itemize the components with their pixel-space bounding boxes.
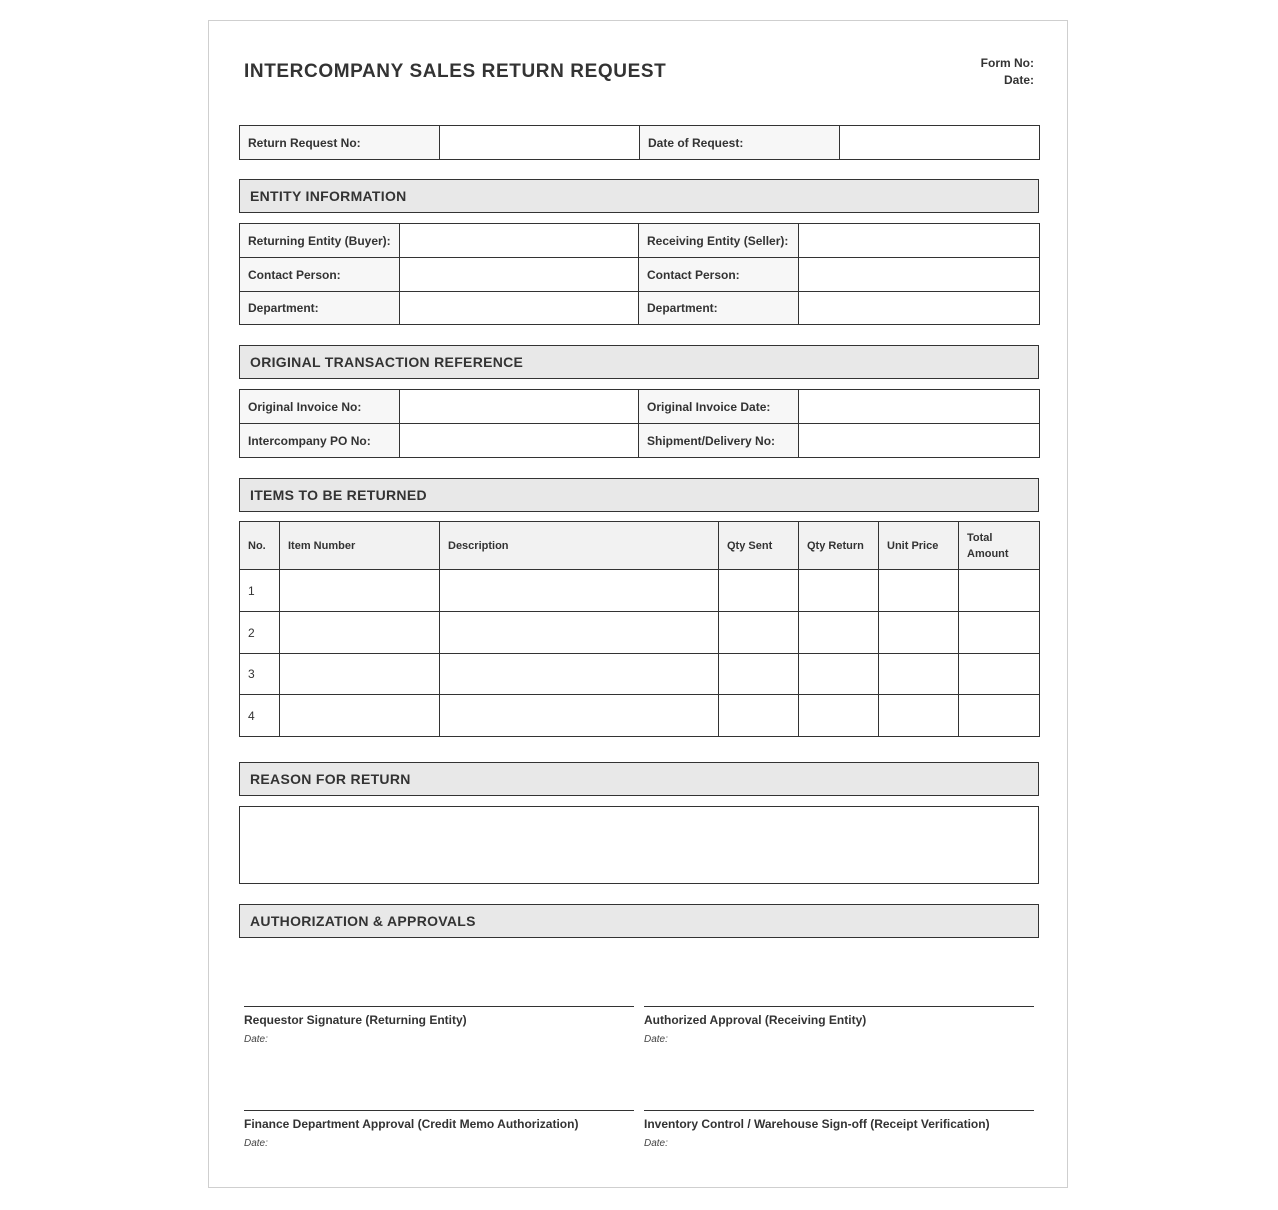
signature-date-label: Date: [244, 1034, 268, 1045]
row-number: 2 [240, 612, 280, 654]
shipment-no-label: Shipment/Delivery No: [639, 424, 799, 458]
row-number: 1 [240, 570, 280, 612]
signature-block-finance [244, 1110, 634, 1149]
table-row [240, 258, 1040, 292]
date-of-request-label: Date of Request: [640, 126, 840, 160]
seller-department-label: Department: [639, 292, 799, 325]
qty-return-cell[interactable] [799, 612, 879, 654]
column-header-no: No. [240, 522, 280, 570]
original-invoice-date-label: Original Invoice Date: [639, 390, 799, 424]
signature-caption: Authorized Approval (Receiving Entity) [644, 1013, 867, 1027]
request-no-field[interactable] [440, 126, 640, 160]
request-info-table [239, 125, 1040, 160]
signature-line[interactable] [644, 1110, 1034, 1111]
form-title: INTERCOMPANY SALES RETURN REQUEST [244, 61, 667, 82]
table-row [240, 654, 1040, 695]
column-header-item-number: Item Number [280, 522, 440, 570]
signature-date-label: Date: [644, 1034, 668, 1045]
signature-line[interactable] [644, 1006, 1034, 1007]
shipment-no-field[interactable] [799, 424, 1040, 458]
form-no-label: Form No: [980, 56, 1034, 70]
returning-entity-label: Returning Entity (Buyer): [240, 224, 400, 258]
qty-return-cell[interactable] [799, 654, 879, 695]
qty-return-cell[interactable] [799, 570, 879, 612]
table-row [240, 292, 1040, 325]
section-entity-information: ENTITY INFORMATION [239, 179, 1039, 213]
table-row [240, 612, 1040, 654]
buyer-contact-field[interactable] [400, 258, 639, 292]
seller-contact-field[interactable] [799, 258, 1040, 292]
table-row [240, 570, 1040, 612]
table-header-row [240, 522, 1040, 570]
request-no-label: Return Request No: [240, 126, 440, 160]
receiving-entity-field[interactable] [799, 224, 1040, 258]
original-invoice-date-field[interactable] [799, 390, 1040, 424]
signature-caption: Requestor Signature (Returning Entity) [244, 1013, 467, 1027]
signature-line[interactable] [244, 1110, 634, 1111]
transaction-table [239, 389, 1040, 458]
signature-date-label: Date: [644, 1138, 668, 1149]
total-amount-cell[interactable] [959, 695, 1040, 737]
row-number: 4 [240, 695, 280, 737]
signature-block-inventory-control [644, 1110, 1034, 1149]
item-number-cell[interactable] [280, 570, 440, 612]
column-header-qty-sent: Qty Sent [719, 522, 799, 570]
description-cell[interactable] [440, 654, 719, 695]
qty-sent-cell[interactable] [719, 695, 799, 737]
signature-line[interactable] [244, 1006, 634, 1007]
signature-block-requestor [244, 1006, 634, 1045]
signature-caption: Inventory Control / Warehouse Sign-off (Receipt Verification) [644, 1117, 990, 1131]
item-number-cell[interactable] [280, 695, 440, 737]
seller-contact-label: Contact Person: [639, 258, 799, 292]
total-amount-cell[interactable] [959, 570, 1040, 612]
column-header-description: Description [440, 522, 719, 570]
original-invoice-no-label: Original Invoice No: [240, 390, 400, 424]
buyer-department-field[interactable] [400, 292, 639, 325]
signature-date-label: Date: [244, 1138, 268, 1149]
intercompany-po-label: Intercompany PO No: [240, 424, 400, 458]
header-date-label: Date: [1003, 73, 1034, 87]
signature-caption: Finance Department Approval (Credit Memo Authorization) [244, 1117, 579, 1131]
qty-sent-cell[interactable] [719, 570, 799, 612]
items-table [239, 521, 1040, 737]
unit-price-cell[interactable] [879, 695, 959, 737]
column-header-qty-return: Qty Return [799, 522, 879, 570]
unit-price-cell[interactable] [879, 612, 959, 654]
returning-entity-field[interactable] [400, 224, 639, 258]
original-invoice-no-field[interactable] [400, 390, 639, 424]
qty-sent-cell[interactable] [719, 612, 799, 654]
section-authorization-approvals: AUTHORIZATION & APPROVALS [239, 904, 1039, 938]
buyer-contact-label: Contact Person: [240, 258, 400, 292]
section-reason-for-return: REASON FOR RETURN [239, 762, 1039, 796]
row-number: 3 [240, 654, 280, 695]
unit-price-cell[interactable] [879, 570, 959, 612]
unit-price-cell[interactable] [879, 654, 959, 695]
date-of-request-field[interactable] [840, 126, 1040, 160]
item-number-cell[interactable] [280, 612, 440, 654]
signature-block-authorized-approval [644, 1006, 1034, 1045]
section-items-to-be-returned: ITEMS TO BE RETURNED [239, 478, 1039, 512]
section-original-transaction: ORIGINAL TRANSACTION REFERENCE [239, 345, 1039, 379]
description-cell[interactable] [440, 570, 719, 612]
description-cell[interactable] [440, 612, 719, 654]
entity-info-table [239, 223, 1040, 325]
qty-sent-cell[interactable] [719, 654, 799, 695]
table-row [240, 424, 1040, 458]
column-header-unit-price: Unit Price [879, 522, 959, 570]
qty-return-cell[interactable] [799, 695, 879, 737]
intercompany-po-field[interactable] [400, 424, 639, 458]
table-row [240, 390, 1040, 424]
item-number-cell[interactable] [280, 654, 440, 695]
table-row [240, 224, 1040, 258]
table-row [240, 695, 1040, 737]
buyer-department-label: Department: [240, 292, 400, 325]
total-amount-cell[interactable] [959, 612, 1040, 654]
total-amount-cell[interactable] [959, 654, 1040, 695]
column-header-total-amount: Total Amount [959, 522, 1040, 570]
seller-department-field[interactable] [799, 292, 1040, 325]
reason-text-area[interactable] [239, 806, 1039, 884]
receiving-entity-label: Receiving Entity (Seller): [639, 224, 799, 258]
description-cell[interactable] [440, 695, 719, 737]
